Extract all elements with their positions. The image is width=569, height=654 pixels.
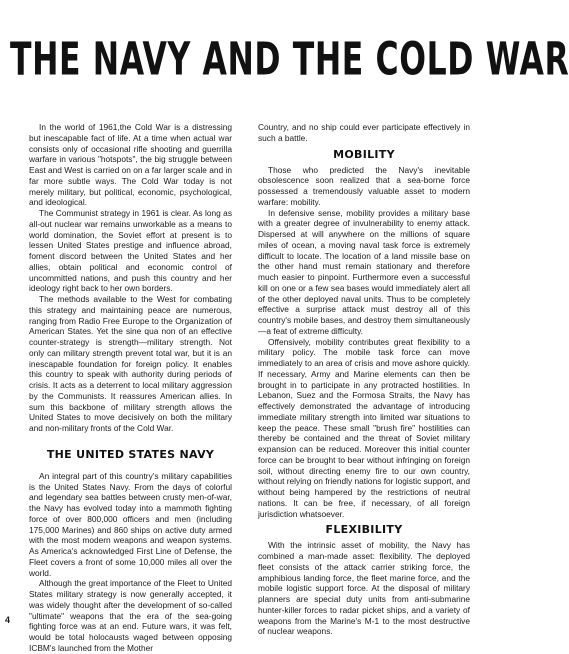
paragraph: The Communist strategy in 1961 is clear. As long as all-out nuclear war remains unworkable as a means to world domination, the Soviet effort at present is to lessen United States prestige and influence abroad, foment discord between the United States and her allies, obtain political and economic control of uncommitted nations, and push this country and her ideology right back to her own borders. [29, 208, 232, 294]
page-number: 4 [5, 615, 11, 625]
paragraph: In the world of 1961,the Cold War is a distressing but inescapable fact of life. At a time when actual war consists only of occasional rifle shooting and guerrilla warfare in various "hotspots", the big struggle between East and West is carried on on a far larger scale and in far more subtle ways. The Cold War today is not merely military, but political, economic, psychological, and ideological. [29, 122, 232, 208]
paragraph: Although the great importance of the Fleet to United States military strategy is now generally accepted, it was widely thought after the development of so-called "ultimate" weapons that the era of the sea-going fighting force was at an end. Future wars, it was felt, would be total holocausts waged between opposing ICBM's launched from the Mother [29, 578, 232, 653]
paragraph: The methods available to the West for combating this strategy and maintaining peace are numerous, ranging from Radio Free Europe to the Organization of American States. Yet the sine qua non of an effective counter-strategy is strength—military strength. Not only can military strength prevent total war, but it is an inescapable foundation for foreign policy. It enables this country to speak with authority during periods of crisis. It acts as a deterrent to local military aggression by the Communists. It reassures American allies. In sum this backbone of military strength allows the United States to move decisively on both the military and non-military fronts of the Cold War. [29, 294, 232, 433]
paragraph: An integral part of this country's military capabilities is the United States Navy. From the days of colorful and legendary sea battles between crusty men-of-war, the Navy has evolved today into a mammoth fighting force of over 800,000 officers and men (including 175,000 Marines) and 860 ships on active duty armed with the most modern weapons and weapon systems. As America's acknowledged First Line of Defense, the Fleet covers a front of some 10,000 miles all over the world. [29, 470, 232, 578]
section-heading-mobility: MOBILITY [333, 147, 395, 161]
left-column [29, 122, 232, 654]
paragraph: With the intrinsic asset of mobility, the Navy has combined a man-made asset: flexibility. The deployed fleet consists of the attack carrier striking force, the amphibious landing force, the fleet marine force, and the mobile logistic support force. At the disposal of military planners are special duty units from anti-submarine hunter-killer forces to radar picket ships, and a variety of weapons from the Marine's M-1 to the most destructive of nuclear weapons. [258, 540, 470, 637]
paragraph: In defensive sense, mobility provides a military base with a greater degree of invulnerability to enemy attack. Dispersed at will anywhere on the millions of square miles of ocean, a moving naval task force is extremely difficult to locate. The location of a land missile base on the other hand must remain stationary and therefore much easier to pinpoint. Furthermore even a successful kill on one or a few sea bases would immediately alert all of the other deployed naval units. Thus to be completely effective a surprise attack must destroy all of this country's mobile bases, and destroy them simultaneously—a feat of extreme difficulty. [258, 207, 470, 336]
paragraph: Offensively, mobility contributes great flexibility to a military policy. The mobile task force can move immediately to an area of crisis and move ashore quickly. If necessary, Army and Marine elements can then be brought in to participate in any protracted hostilities. In Lebanon, Suez and the Formosa Straits, the Navy has effectively demonstrated the advantage of introducing immediate military strength into limited war situations to keep the peace. These small "brush fire" hostilities can thereby be contained and the threat of Soviet military expansion can be reduced. Moreover this initial counter force can be brought to bear without infringing on foreign soil, without directing enemy fire to our own country, without relying on friendly nations for logistic support, and without being hampered by the restrictions of neutral nations. It can be free, if necessary, of all foreign jurisdiction whatsoever. [258, 336, 470, 519]
section-heading-united-states-navy: THE UNITED STATES NAVY [46, 447, 215, 461]
page-title: THE NAVY AND THE COLD WAR [10, 33, 569, 87]
paragraph: Those who predicted the Navy's inevitable obsolescence soon realized that a sea-borne force possessed a tremendously valuable asset to modern warfare: mobility. [258, 164, 470, 207]
right-column [258, 122, 470, 637]
section-heading-flexibility: FLEXIBILITY [325, 523, 403, 537]
paragraph: Country, and no ship could ever participate effectively in such a battle. [258, 122, 470, 143]
